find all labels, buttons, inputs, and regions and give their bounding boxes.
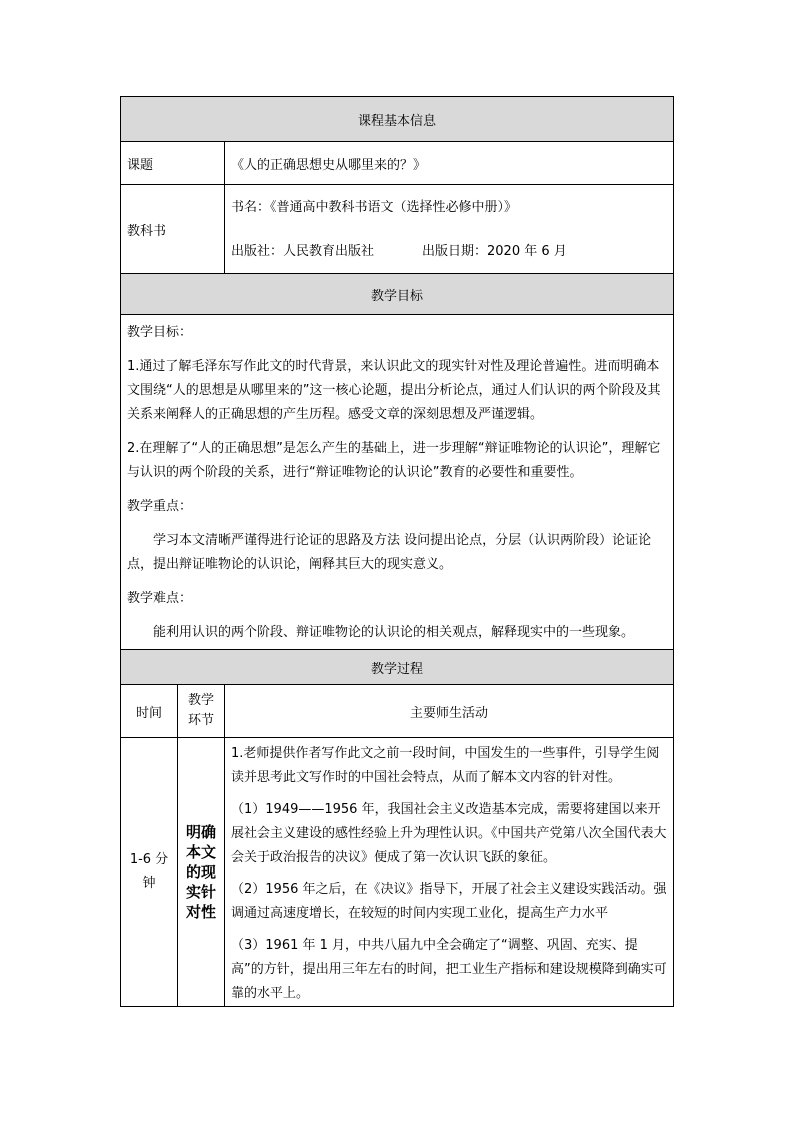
topic-value: 《人的正确思想史从哪里来的？》 — [225, 142, 674, 185]
col-activity-header: 主要师生活动 — [225, 685, 674, 738]
activity-2: （1）1949——1956 年，我国社会主义改造基本完成，需要将建国以来开展社会主义建设的感性经验上升为理性认识。《中国共产党第八次全国代表大会关于政治报告的决议》便成了第一次认识飞跃的象征。 — [231, 802, 667, 865]
goal-1-text: 1.通过了解毛泽东写作此文的时代背景，来认识此文的现实针对性及理论普遍性。进而明确本文围绕“人的思想是从哪里来的”这一核心论题，提出分析论点，通过人们认识的两个阶段及其关系来阐释人的正确思想的产生历程。感受文章的深刻思想及严谨逻辑。 — [127, 359, 661, 422]
goals-content — [121, 315, 674, 650]
key-point-text: 学习本文清晰严谨得进行论证的思路及方法 设问提出论点，分层（认识两阶段）论证论点，提出辩证唯物论的认识论，阐释其巨大的现实意义。 — [127, 533, 652, 572]
lesson-plan-table — [120, 96, 674, 1007]
book-name: 书名：《普通高中教科书语文（选择性必修中册）》 — [231, 199, 518, 215]
goals-section-title: 教学目标 — [121, 274, 674, 315]
activity-cell — [225, 738, 674, 1007]
info-section-title: 课程基本信息 — [121, 97, 674, 142]
info-section-row — [121, 97, 674, 142]
process-header-row — [121, 685, 674, 738]
goal-2-text: 2.在理解了“人的正确思想”是怎么产生的基础上，进一步理解“辩证唯物论的认识论”，理解它与认识的两个阶段的关系，进行“辩证唯物论的认识论”教育的必要性和重要性。 — [127, 441, 661, 480]
publish-date: 出版日期：2020 年 6 月 — [422, 243, 567, 259]
goals-row — [121, 315, 674, 650]
publish-line — [231, 237, 667, 266]
activity-4: （3）1961 年 1 月，中共八届九中全会确定了“调整、巩固、充实、提高”的方针，提出用三年左右的时间，把工业生产指标和建设规模降到确实可靠的水平上。 — [231, 938, 667, 1001]
process-section-row — [121, 650, 674, 685]
process-section-title: 教学过程 — [121, 650, 674, 685]
col-time-header: 时间 — [121, 685, 178, 738]
col-stage-header: 教学环节 — [178, 685, 225, 738]
topic-row — [121, 142, 674, 185]
textbook-row — [121, 185, 674, 274]
textbook-details — [225, 185, 674, 274]
time-cell: 1-6 分钟 — [121, 738, 178, 1007]
publisher: 出版社：人民教育出版社 — [231, 243, 375, 259]
goals-section-row — [121, 274, 674, 315]
key-point-heading: 教学重点： — [127, 499, 193, 514]
difficulty-text: 能利用认识的两个阶段、辩证唯物论的认识论的相关观点，解释现实中的一些现象。 — [153, 625, 635, 640]
activity-1: 1.老师提供作者写作此文之前一段时间，中国发生的一些事件，引导学生阅读并思考此文写作时的中国社会特点，从而了解本文内容的针对性。 — [231, 746, 660, 785]
process-row-1 — [121, 738, 674, 1007]
topic-label: 课题 — [121, 142, 225, 185]
goal-heading: 教学目标： — [127, 325, 193, 340]
textbook-label: 教科书 — [121, 185, 225, 274]
activity-3: （2）1956 年之后，在《决议》指导下，开展了社会主义建设实践活动。强调通过高速度增长，在较短的时间内实现工业化，提高生产力水平 — [231, 882, 667, 921]
stage-cell: 明确本文的现实针对性 — [178, 738, 225, 1007]
difficulty-heading: 教学难点： — [127, 591, 193, 606]
